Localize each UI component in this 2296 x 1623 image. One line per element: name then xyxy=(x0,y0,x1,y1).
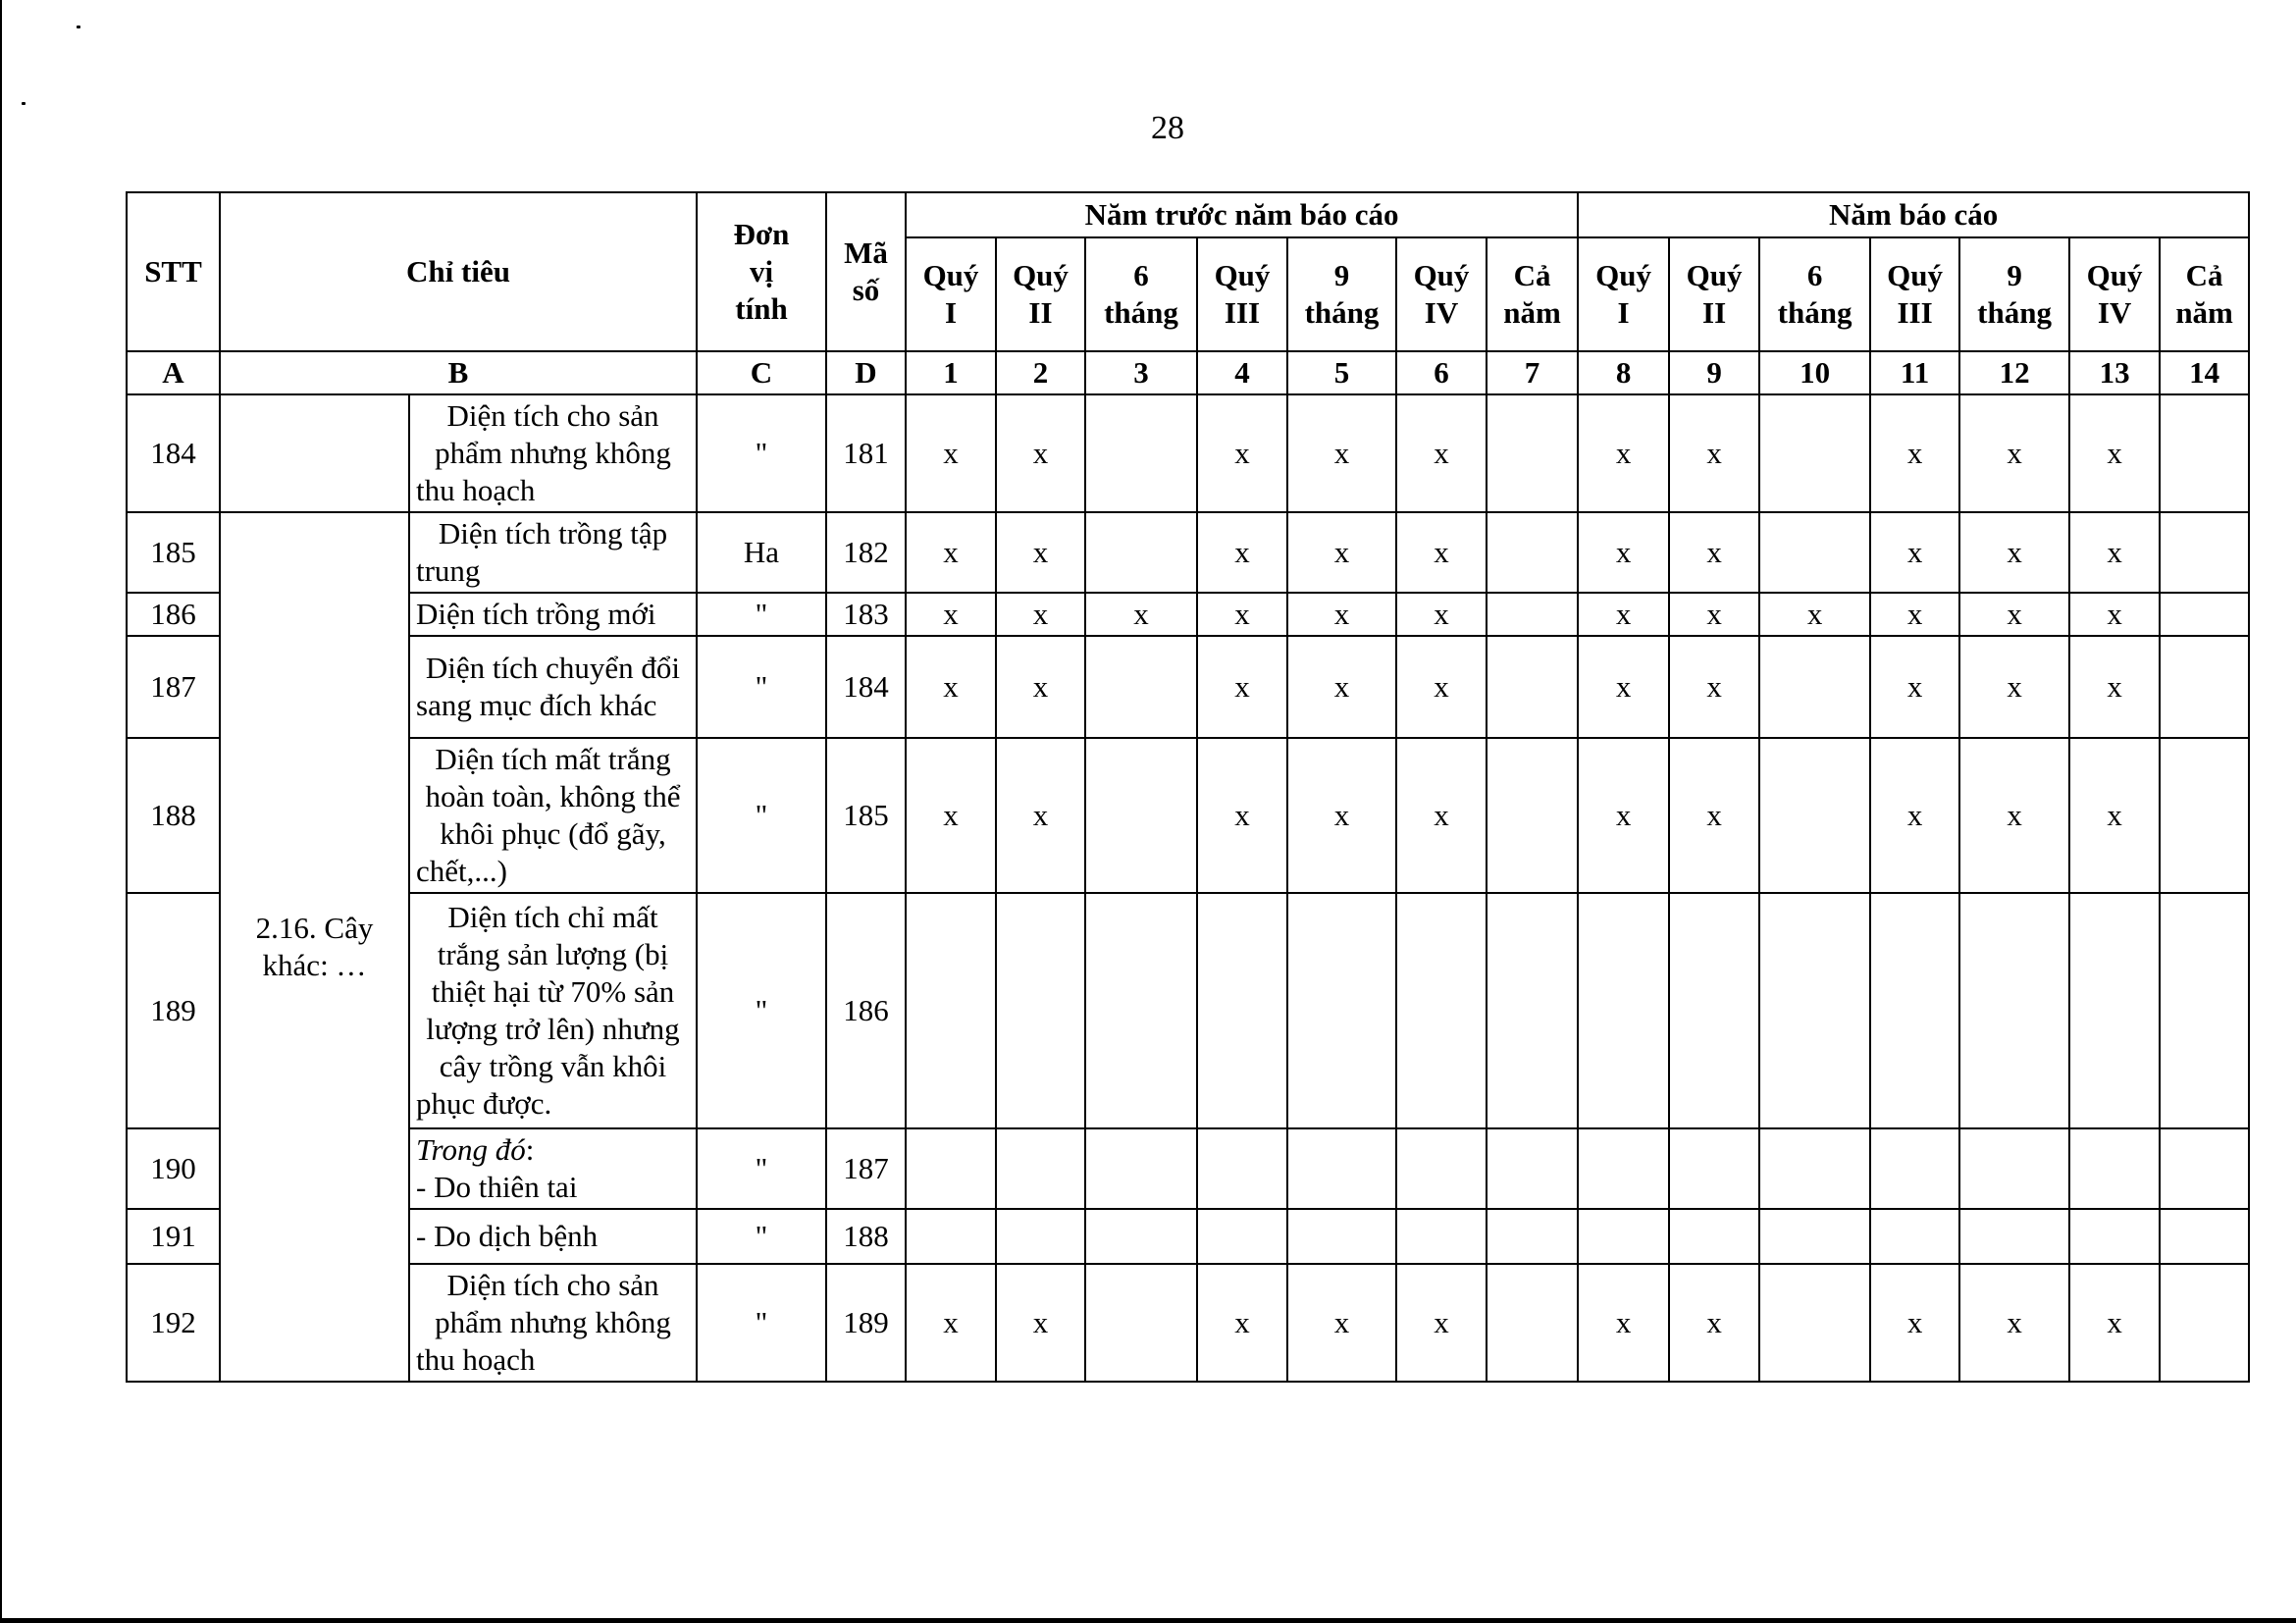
row-name: Diện tích chuyển đổi sang mục đích khác xyxy=(409,636,697,738)
report-table xyxy=(126,191,2250,1383)
row-mark xyxy=(1759,394,1870,512)
row-mark xyxy=(1085,1209,1197,1264)
row-mark: x xyxy=(1287,738,1396,893)
table-row xyxy=(127,512,2249,593)
row-stt: 190 xyxy=(127,1128,220,1209)
row-code: 181 xyxy=(826,394,906,512)
group-cell-empty xyxy=(220,394,409,512)
row-mark xyxy=(1759,893,1870,1128)
row-mark xyxy=(1287,1128,1396,1209)
row-mark: x xyxy=(906,1264,996,1382)
header-chi-tieu: Chỉ tiêu xyxy=(220,192,697,351)
row-stt: 191 xyxy=(127,1209,220,1264)
row-mark: x xyxy=(1669,593,1759,636)
group-label xyxy=(220,512,409,1382)
header-period-line2: IV xyxy=(1424,295,1459,330)
row-mark: x xyxy=(1287,636,1396,738)
header-period-line2: năm xyxy=(2175,295,2233,330)
table-row xyxy=(127,1128,2249,1209)
row-mark: x xyxy=(1396,512,1487,593)
header-prev-year: Năm trước năm báo cáo xyxy=(906,192,1578,237)
row-mark: x xyxy=(1870,593,1959,636)
row-mark xyxy=(1487,394,1578,512)
row-mark: x xyxy=(1578,512,1669,593)
row-mark: x xyxy=(1197,738,1287,893)
column-letter: 8 xyxy=(1578,351,1669,394)
row-name-colon: : xyxy=(525,1132,535,1167)
page-bottom-edge xyxy=(0,1618,2296,1623)
row-mark xyxy=(996,893,1085,1128)
row-stt: 186 xyxy=(127,593,220,636)
header-period-line2: tháng xyxy=(1777,295,1852,330)
row-mark xyxy=(1396,1128,1487,1209)
row-mark xyxy=(2160,1128,2249,1209)
header-period xyxy=(1578,237,1669,351)
header-ma-so-line2: số xyxy=(852,273,880,307)
row-mark xyxy=(1287,1209,1396,1264)
row-mark: x xyxy=(996,394,1085,512)
header-period-line2: IV xyxy=(2097,295,2132,330)
header-period-line1: 6 xyxy=(1133,258,1149,292)
table-row xyxy=(127,1209,2249,1264)
header-period-line1: Quý xyxy=(1887,258,1943,292)
row-mark: x xyxy=(1870,1264,1959,1382)
row-mark: x xyxy=(996,1264,1085,1382)
row-mark xyxy=(1870,1128,1959,1209)
row-mark xyxy=(1085,1128,1197,1209)
header-period-line1: Cả xyxy=(2185,258,2223,292)
row-mark xyxy=(1487,738,1578,893)
table-row xyxy=(127,593,2249,636)
header-period-line1: 9 xyxy=(2007,258,2022,292)
row-unit: " xyxy=(697,1209,826,1264)
row-mark: x xyxy=(1197,593,1287,636)
row-mark xyxy=(1287,893,1396,1128)
row-mark: x xyxy=(1396,636,1487,738)
row-mark: x xyxy=(1959,512,2069,593)
row-name: Diện tích mất trắng hoàn toàn, không thể khôi phục (đổ gãy, chết,...) xyxy=(409,738,697,893)
table-row xyxy=(127,893,2249,1128)
row-mark: x xyxy=(906,512,996,593)
column-letter: B xyxy=(220,351,697,394)
header-don-vi-tinh-line2: vị xyxy=(749,254,774,288)
row-name: Diện tích trồng tập trung xyxy=(409,512,697,593)
row-mark xyxy=(1085,512,1197,593)
header-period-line2: tháng xyxy=(1304,295,1380,330)
row-mark: x xyxy=(1959,738,2069,893)
header-period xyxy=(1959,237,2069,351)
row-mark xyxy=(906,1209,996,1264)
header-ma-so xyxy=(826,192,906,351)
header-period-line1: Quý xyxy=(2086,258,2143,292)
row-mark: x xyxy=(996,593,1085,636)
row-mark xyxy=(1578,1209,1669,1264)
header-period xyxy=(1870,237,1959,351)
row-unit: " xyxy=(697,1264,826,1382)
row-mark xyxy=(1759,738,1870,893)
row-mark: x xyxy=(1959,636,2069,738)
group-label-line2: khác: … xyxy=(262,948,367,982)
row-mark: x xyxy=(906,636,996,738)
row-stt: 192 xyxy=(127,1264,220,1382)
header-ma-so-line1: Mã xyxy=(844,236,888,270)
column-letter: D xyxy=(826,351,906,394)
row-mark: x xyxy=(1197,512,1287,593)
row-name: - Do dịch bệnh xyxy=(409,1209,697,1264)
row-mark xyxy=(906,893,996,1128)
row-mark xyxy=(2160,1264,2249,1382)
row-mark: x xyxy=(1669,394,1759,512)
row-mark: x xyxy=(1287,1264,1396,1382)
row-mark: x xyxy=(2069,738,2160,893)
row-code: 185 xyxy=(826,738,906,893)
row-mark: x xyxy=(1396,593,1487,636)
row-mark: x xyxy=(1287,512,1396,593)
header-period-line2: III xyxy=(1224,295,1261,330)
row-name: Diện tích chỉ mất trắng sản lượng (bị thiệt hại từ 70% sản lượng trở lên) nhưng cây trồng vẫn khôi phục được. xyxy=(409,893,697,1128)
row-name-italic: Trong đó xyxy=(416,1132,526,1167)
row-mark xyxy=(1759,1264,1870,1382)
column-letter: 14 xyxy=(2160,351,2249,394)
row-mark xyxy=(1085,893,1197,1128)
row-mark: x xyxy=(2069,394,2160,512)
row-stt: 184 xyxy=(127,394,220,512)
header-period-line1: Quý xyxy=(1595,258,1651,292)
header-period-line2: II xyxy=(1702,295,1727,330)
row-mark xyxy=(1396,1209,1487,1264)
row-mark xyxy=(2069,893,2160,1128)
column-letter: 5 xyxy=(1287,351,1396,394)
row-mark xyxy=(1085,394,1197,512)
row-mark xyxy=(1487,1209,1578,1264)
row-mark: x xyxy=(996,512,1085,593)
column-letter: 6 xyxy=(1396,351,1487,394)
table-row xyxy=(127,1264,2249,1382)
row-mark: x xyxy=(996,636,1085,738)
row-mark: x xyxy=(1959,1264,2069,1382)
row-unit: " xyxy=(697,394,826,512)
table-row xyxy=(127,738,2249,893)
header-period-line1: 9 xyxy=(1333,258,1350,292)
row-code: 189 xyxy=(826,1264,906,1382)
header-period xyxy=(996,237,1085,351)
row-mark xyxy=(996,1209,1085,1264)
header-period-line1: Quý xyxy=(1013,258,1069,292)
row-mark xyxy=(1085,1264,1197,1382)
row-mark xyxy=(1578,1128,1669,1209)
header-period-line2: I xyxy=(944,295,958,330)
row-mark: x xyxy=(906,394,996,512)
row-stt: 185 xyxy=(127,512,220,593)
row-mark: x xyxy=(2069,1264,2160,1382)
header-period-line2: I xyxy=(1617,295,1630,330)
row-mark: x xyxy=(2069,636,2160,738)
row-mark xyxy=(1487,512,1578,593)
header-period xyxy=(2160,237,2249,351)
row-unit: " xyxy=(697,636,826,738)
row-mark xyxy=(1759,636,1870,738)
column-letter: 13 xyxy=(2069,351,2160,394)
header-report-year: Năm báo cáo xyxy=(1578,192,2249,237)
row-mark: x xyxy=(2069,512,2160,593)
header-period xyxy=(2069,237,2160,351)
row-mark: x xyxy=(1669,1264,1759,1382)
report-body xyxy=(127,394,2249,1382)
row-mark xyxy=(1669,1209,1759,1264)
header-period xyxy=(906,237,996,351)
row-mark xyxy=(2160,593,2249,636)
row-mark xyxy=(1578,893,1669,1128)
row-mark xyxy=(1085,738,1197,893)
row-stt: 187 xyxy=(127,636,220,738)
row-mark xyxy=(1197,1128,1287,1209)
row-mark: x xyxy=(1759,593,1870,636)
row-unit: " xyxy=(697,738,826,893)
column-letter: 9 xyxy=(1669,351,1759,394)
row-mark xyxy=(2160,394,2249,512)
column-letter: 2 xyxy=(996,351,1085,394)
row-mark xyxy=(1085,636,1197,738)
row-name: Diện tích trồng mới xyxy=(409,593,697,636)
row-mark: x xyxy=(906,593,996,636)
row-stt: 188 xyxy=(127,738,220,893)
row-mark xyxy=(1959,1209,2069,1264)
header-period xyxy=(1396,237,1487,351)
row-mark xyxy=(2069,1128,2160,1209)
row-mark xyxy=(2160,738,2249,893)
row-mark xyxy=(1959,893,2069,1128)
row-mark: x xyxy=(1578,394,1669,512)
column-letter-row xyxy=(127,351,2249,394)
column-letter: 7 xyxy=(1487,351,1578,394)
header-period-line1: Quý xyxy=(922,258,979,292)
row-mark: x xyxy=(1396,394,1487,512)
row-mark: x xyxy=(1578,1264,1669,1382)
row-mark xyxy=(2160,1209,2249,1264)
row-unit: " xyxy=(697,893,826,1128)
row-mark xyxy=(1487,593,1578,636)
header-period-line1: Cả xyxy=(1513,258,1551,292)
row-mark xyxy=(1669,1128,1759,1209)
row-mark xyxy=(1759,1128,1870,1209)
page-left-edge xyxy=(0,0,2,1623)
header-period-line2: II xyxy=(1028,295,1053,330)
column-letter: 11 xyxy=(1870,351,1959,394)
header-period-line1: Quý xyxy=(1413,258,1470,292)
header-period xyxy=(1759,237,1870,351)
row-mark xyxy=(1759,512,1870,593)
row-mark: x xyxy=(1870,636,1959,738)
row-mark xyxy=(1487,1128,1578,1209)
row-mark: x xyxy=(1578,738,1669,893)
row-code: 184 xyxy=(826,636,906,738)
header-don-vi-tinh-line3: tính xyxy=(735,291,788,326)
row-mark: x xyxy=(1396,738,1487,893)
header-period-line2: tháng xyxy=(1104,295,1178,330)
header-period xyxy=(1085,237,1197,351)
scan-speck xyxy=(22,102,26,105)
header-period-line1: Quý xyxy=(1686,258,1743,292)
row-mark xyxy=(2160,512,2249,593)
header-row-1 xyxy=(127,192,2249,237)
header-period-line1: 6 xyxy=(1806,258,1823,292)
header-period-line1: Quý xyxy=(1214,258,1271,292)
column-letter: 4 xyxy=(1197,351,1287,394)
row-mark xyxy=(1487,893,1578,1128)
row-mark xyxy=(1870,1209,1959,1264)
row-code: 188 xyxy=(826,1209,906,1264)
row-mark: x xyxy=(1870,394,1959,512)
header-period xyxy=(1197,237,1287,351)
row-mark xyxy=(1197,893,1287,1128)
row-name xyxy=(409,1128,697,1209)
row-mark xyxy=(1870,893,1959,1128)
row-mark: x xyxy=(1197,1264,1287,1382)
row-code: 182 xyxy=(826,512,906,593)
row-mark xyxy=(2069,1209,2160,1264)
row-name: Diện tích cho sản phẩm nhưng không thu hoạch xyxy=(409,1264,697,1382)
row-name-line2: - Do thiên tai xyxy=(416,1170,578,1204)
table-row xyxy=(127,636,2249,738)
table-row xyxy=(127,394,2249,512)
row-mark xyxy=(1959,1128,2069,1209)
column-letter: C xyxy=(697,351,826,394)
header-stt: STT xyxy=(127,192,220,351)
row-mark xyxy=(1487,636,1578,738)
row-mark xyxy=(2160,893,2249,1128)
row-mark xyxy=(1759,1209,1870,1264)
row-name: Diện tích cho sản phẩm nhưng không thu hoạch xyxy=(409,394,697,512)
header-period-line2: năm xyxy=(1503,295,1561,330)
row-mark: x xyxy=(1578,636,1669,738)
header-period xyxy=(1669,237,1759,351)
row-unit: " xyxy=(697,1128,826,1209)
row-mark: x xyxy=(996,738,1085,893)
group-label-line1: 2.16. Cây xyxy=(255,911,374,945)
row-mark: x xyxy=(1085,593,1197,636)
row-code: 183 xyxy=(826,593,906,636)
row-mark: x xyxy=(1287,593,1396,636)
row-mark: x xyxy=(1959,593,2069,636)
row-mark: x xyxy=(1396,1264,1487,1382)
row-mark: x xyxy=(1287,394,1396,512)
header-period-line2: III xyxy=(1897,295,1933,330)
row-mark xyxy=(1396,893,1487,1128)
header-period xyxy=(1287,237,1396,351)
row-code: 186 xyxy=(826,893,906,1128)
row-mark: x xyxy=(1669,738,1759,893)
row-mark: x xyxy=(2069,593,2160,636)
row-mark: x xyxy=(906,738,996,893)
header-don-vi-tinh xyxy=(697,192,826,351)
row-mark: x xyxy=(1197,636,1287,738)
column-letter: 3 xyxy=(1085,351,1197,394)
row-mark xyxy=(1197,1209,1287,1264)
row-mark xyxy=(2160,636,2249,738)
header-period xyxy=(1487,237,1578,351)
column-letter: 12 xyxy=(1959,351,2069,394)
row-mark: x xyxy=(1959,394,2069,512)
column-letter: 10 xyxy=(1759,351,1870,394)
row-mark xyxy=(1487,1264,1578,1382)
row-mark: x xyxy=(1669,512,1759,593)
column-letter: 1 xyxy=(906,351,996,394)
row-name-line1 xyxy=(416,1131,690,1169)
page-number: 28 xyxy=(1151,110,1184,146)
row-mark: x xyxy=(1669,636,1759,738)
row-stt: 189 xyxy=(127,893,220,1128)
row-unit: Ha xyxy=(697,512,826,593)
row-mark: x xyxy=(1197,394,1287,512)
row-mark xyxy=(1669,893,1759,1128)
header-don-vi-tinh-line1: Đơn xyxy=(733,217,790,251)
row-mark: x xyxy=(1870,512,1959,593)
row-mark xyxy=(996,1128,1085,1209)
row-code: 187 xyxy=(826,1128,906,1209)
column-letter: A xyxy=(127,351,220,394)
row-unit: " xyxy=(697,593,826,636)
scan-speck xyxy=(77,26,80,28)
header-period-line2: tháng xyxy=(1977,295,2052,330)
row-mark xyxy=(906,1128,996,1209)
row-mark: x xyxy=(1578,593,1669,636)
row-mark: x xyxy=(1870,738,1959,893)
